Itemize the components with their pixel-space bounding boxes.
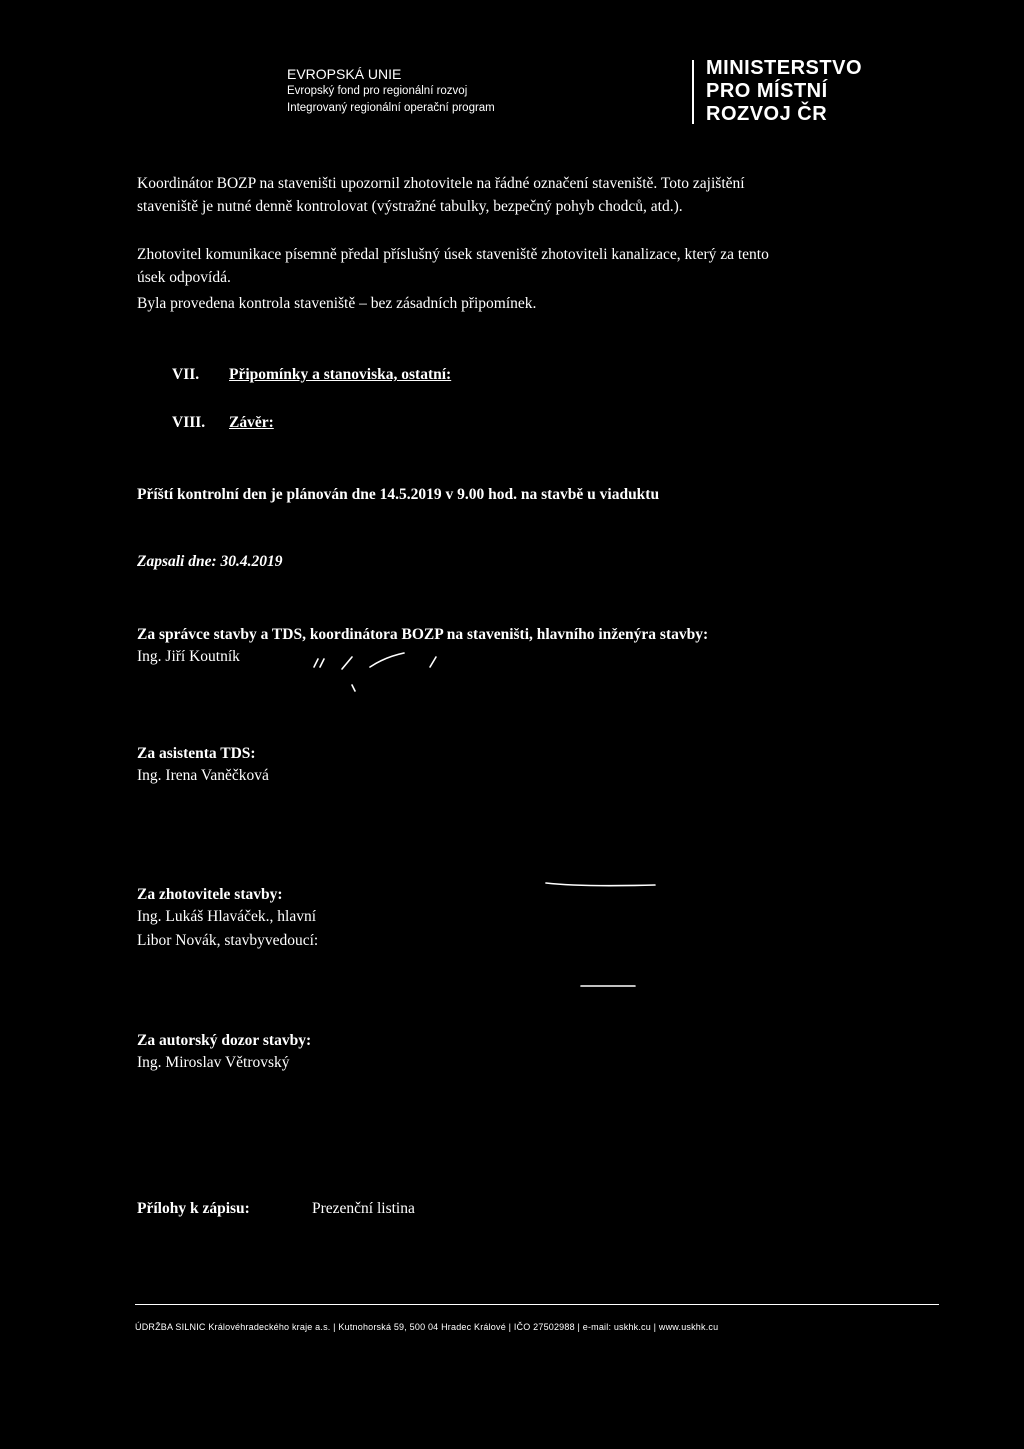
paragraph-1-line-2: staveniště je nutné denně kontrolovat (výstražné tabulky, bezpečný pohyb chodců, atd.).	[137, 198, 683, 215]
section-viii-title: Závěr:	[229, 414, 274, 431]
paragraph-1-line-1: Koordinátor BOZP na staveništi upozornil zhotovitele na řádné označení staveniště. Toto zajištění	[137, 175, 745, 192]
contractor-signature-1	[540, 875, 670, 895]
contractor-heading: Za zhotovitele stavby:	[137, 886, 283, 903]
eu-logo-text	[287, 66, 495, 117]
next-control-day: Příští kontrolní den je plánován dne 14.5.2019 v 9.00 hod. na stavbě u viaduktu	[137, 486, 660, 503]
ministry-logo-text	[706, 57, 862, 126]
eu-program: Integrovaný regionální operační program	[287, 102, 495, 114]
asst-name: Ing. Irena Vaněčková	[137, 767, 269, 784]
tds-heading: Za správce stavby a TDS, koordinátora BOZP na staveništi, hlavního inženýra stavby:	[137, 626, 709, 643]
contractor-signature-2	[575, 978, 645, 992]
contractor-name-2: Libor Novák, stavbyvedoucí:	[137, 932, 319, 949]
paragraph-2	[137, 243, 769, 289]
tds-signature	[300, 645, 470, 725]
asst-heading: Za asistenta TDS:	[137, 745, 256, 762]
paragraph-2-line-2: úsek odpovídá.	[137, 269, 231, 286]
recorded-date: Zapsali dne: 30.4.2019	[137, 553, 283, 570]
author-heading: Za autorský dozor stavby:	[137, 1032, 312, 1049]
ministry-line-2: PRO MÍSTNÍ	[706, 80, 828, 102]
author-name: Ing. Miroslav Větrovský	[137, 1054, 290, 1071]
footer-text: ÚDRŽBA SILNIC Královéhradeckého kraje a.s. | Kutnohorská 59, 500 04 Hradec Králové | IČO 27502988 | e-mail: uskhk.cu | www.uskhk.cu	[135, 1322, 719, 1332]
contractor-name-1: Ing. Lukáš Hlaváček., hlavní	[137, 908, 317, 925]
eu-title: EVROPSKÁ UNIE	[287, 66, 402, 82]
paragraph-3: Byla provedena kontrola staveniště – bez zásadních připomínek.	[137, 295, 537, 312]
eu-fund: Evropský fond pro regionální rozvoj	[287, 85, 468, 97]
footer-rule	[135, 1304, 939, 1305]
section-vii-title: Připomínky a stanoviska, ostatní:	[229, 366, 452, 383]
ministry-line-3: ROZVOJ ČR	[706, 103, 828, 125]
attachments-value: Prezenční listina	[312, 1200, 415, 1217]
header-divider	[692, 60, 694, 124]
ministry-line-1: MINISTERSTVO	[706, 57, 863, 79]
paragraph-1	[137, 172, 745, 218]
paragraph-2-line-1: Zhotovitel komunikace písemně předal příslušný úsek staveniště zhotoviteli kanalizace, který za tento	[137, 246, 769, 263]
attachments-label: Přílohy k zápisu:	[137, 1200, 250, 1217]
section-vii-number: VII.	[172, 366, 200, 383]
tds-name: Ing. Jiří Koutník	[137, 648, 240, 665]
section-viii-number: VIII.	[172, 414, 206, 431]
